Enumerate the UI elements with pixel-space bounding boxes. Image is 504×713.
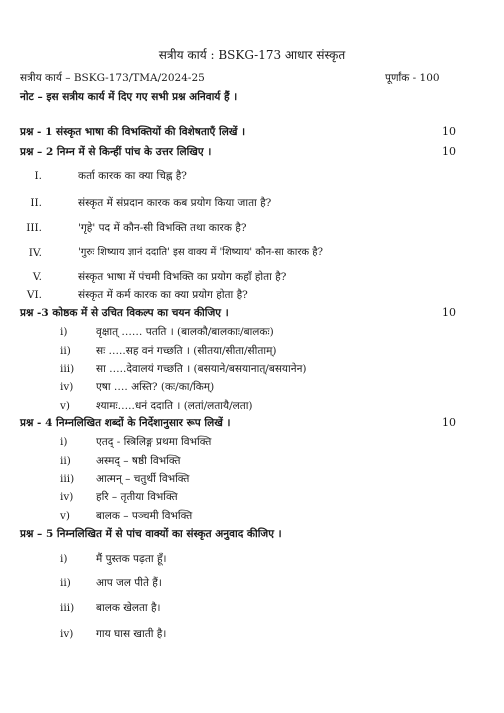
note-text: नोट – इस सत्रीय कार्य में दिए गए सभी प्रश्न अनिवार्य हैं । <box>20 91 238 103</box>
item-number: i) <box>60 326 68 338</box>
item-text: अस्मद् – षष्ठी विभक्ति <box>96 455 181 467</box>
question-5: प्रश्न – 5 निम्नलिखित में से पांच वाक्यों का संस्कृत अनुवाद कीजिए । <box>20 528 282 540</box>
item-number: v) <box>60 510 71 522</box>
question-4-marks: 10 <box>442 416 456 429</box>
item-number: iii) <box>60 363 75 375</box>
item-number: i) <box>60 436 68 448</box>
item-text: संस्कृत में कर्म कारक का क्या प्रयोग होता है? <box>78 289 248 301</box>
item-text: बालक – पञ्चमी विभक्ति <box>96 510 193 522</box>
question-3: प्रश्न -3 कोष्ठक में से उचित विकल्प का चयन कीजिए । <box>20 307 229 319</box>
item-number: IV. <box>28 247 42 259</box>
item-number: iv) <box>60 381 74 393</box>
item-number: VI. <box>26 289 42 301</box>
item-number: ii) <box>60 455 71 467</box>
item-number: I. <box>34 170 42 182</box>
item-text: श्यामः…..धनं ददाति । (लतां/लतायै/लता) <box>96 400 253 412</box>
item-number: III. <box>26 222 42 234</box>
document-title: सत्रीय कार्य : BSKG-173 आधार संस्कृत <box>158 48 346 62</box>
item-text: एषा …. अस्ति? (कः/का/किम्) <box>96 381 215 393</box>
item-text: सा …..देवालयं गच्छति । (बसयाने/बसयानात्/बसयानेन) <box>96 363 307 375</box>
item-text: कर्ता कारक का क्या चिह्न है? <box>78 170 187 182</box>
question-3-marks: 10 <box>442 306 456 319</box>
question-2-marks: 10 <box>442 145 456 158</box>
item-text: बालक खेलता है। <box>96 602 161 614</box>
item-text: आप जल पीते हैं। <box>96 577 162 589</box>
question-1-marks: 10 <box>442 125 456 138</box>
item-number: II. <box>30 197 42 209</box>
item-number: V. <box>32 271 42 283</box>
item-text: हरि – तृतीया विभक्ति <box>96 491 178 503</box>
item-text: संस्कृत में संप्रदान कारक कब प्रयोग किया जाता है? <box>78 197 272 209</box>
item-text: 'गुरुः शिष्याय ज्ञानं ददाति' इस वाक्य में 'शिष्याय' कौन-सा कारक है? <box>78 247 323 258</box>
question-2: प्रश्न – 2 निम्न में से किन्हीं पांच के उत्तर लिखिए । <box>20 146 212 158</box>
question-1: प्रश्न - 1 संस्कृत भाषा की विभक्तियों की विशेषताएँ लिखें । <box>20 126 246 138</box>
item-text: वृक्षात् …… पतति । (बालकौ/बालकाः/बालकः) <box>96 326 274 338</box>
item-number: ii) <box>60 345 71 357</box>
item-number: iii) <box>60 602 75 614</box>
item-number: v) <box>60 400 71 412</box>
assignment-code: सत्रीय कार्य – BSKG-173/TMA/2024-25 <box>20 72 205 84</box>
item-text: एतद् - स्त्रिलिङ्ग प्रथमा विभक्ति <box>96 436 212 448</box>
item-number: i) <box>60 553 68 565</box>
item-number: iv) <box>60 491 74 503</box>
item-text: सः …..सह वनं गच्छति । (सीतया/सीता/सीताम्) <box>96 345 277 357</box>
item-text: मैं पुस्तक पढ़ता हूँ। <box>96 553 167 565</box>
item-number: iv) <box>60 628 74 640</box>
item-text: गाय घास खाती है। <box>96 628 167 640</box>
item-number: ii) <box>60 577 71 589</box>
item-text: संस्कृत भाषा में पंचमी विभक्ति का प्रयोग कहाँ होता है? <box>78 271 287 283</box>
item-text: 'गृहे' पद में कौन-सी विभक्ति तथा कारक है? <box>78 222 247 234</box>
item-text: आत्मन् – चतुर्थी विभक्ति <box>96 473 190 485</box>
question-4: प्रश्न - 4 निम्नलिखित शब्दों के निर्देशानुसार रूप लिखें । <box>20 417 231 429</box>
item-number: iii) <box>60 473 75 485</box>
full-marks: पूर्णांक - 100 <box>385 72 440 84</box>
